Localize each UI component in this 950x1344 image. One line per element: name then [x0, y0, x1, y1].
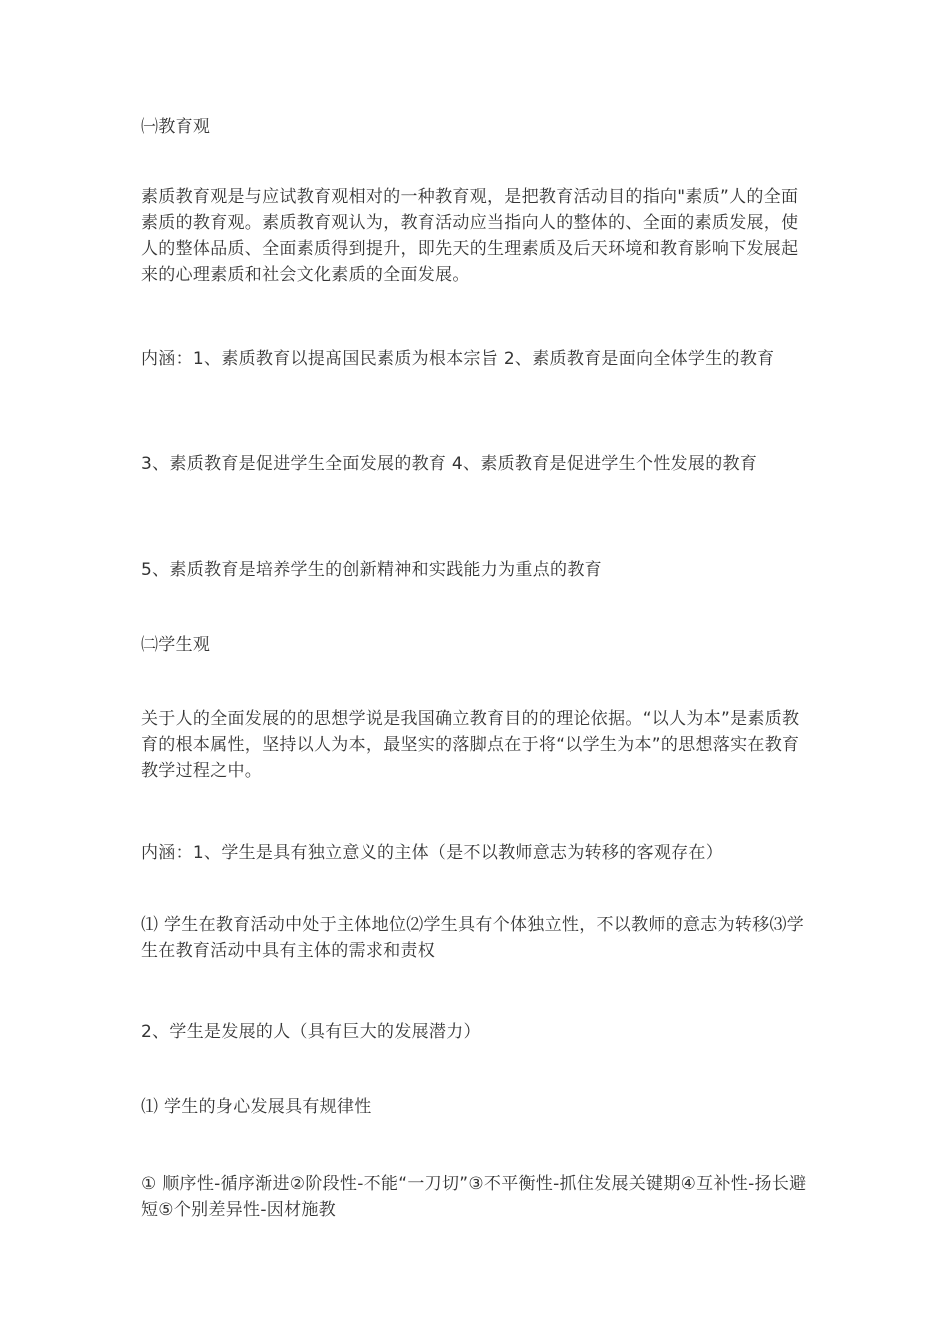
- paragraph-connotation-5: 5、素质教育是培养学生的创新精神和实践能力为重点的教育: [141, 560, 602, 580]
- paragraph-development-characteristics: ① 顺序性-循序渐进②阶段性-不能“一刀切”③不平衡性-抓住发展关键期④互补性-扬长避短⑤个别差异性-因材施教: [141, 1174, 807, 1220]
- section-heading-student-view: ㈡学生观: [141, 635, 211, 655]
- section-heading-education-view: ㈠教育观: [141, 117, 211, 137]
- paragraph-student-subject-points: ⑴ 学生在教育活动中处于主体地位⑵学生具有个体独立性，不以教师的意志为转移⑶学生在教育活动中具有主体的需求和责权: [141, 915, 805, 961]
- paragraph-student-connotation-1: 内涵：1、学生是具有独立意义的主体（是不以教师意志为转移的客观存在）: [141, 843, 724, 863]
- paragraph-development-regularity: ⑴ 学生的身心发展具有规律性: [141, 1097, 372, 1117]
- paragraph-quality-education-view: 素质教育观是与应试教育观相对的一种教育观，是把教育活动目的指向"素质”人的全面素质的教育观。素质教育观认为，教育活动应当指向人的整体的、全面的素质发展，使人的整体品质、全面素质得到提升，即先天的生理素质及后天环境和教育影响下发展起来的心理素质和社会文化素质的全面发展。: [141, 187, 799, 285]
- paragraph-comprehensive-development: 关于人的全面发展的的思想学说是我国确立教育目的的理论依据。“以人为本”是素质教育的根本属性，坚持以人为本，最坚实的落脚点在于将“以学生为本”的思想落实在教育教学过程之中。: [141, 709, 800, 781]
- paragraph-student-development: 2、学生是发展的人（具有巨大的发展潜力）: [141, 1022, 481, 1042]
- paragraph-connotation-3-4: 3、素质教育是促进学生全面发展的教育 4、素质教育是促进学生个性发展的教育: [141, 454, 758, 474]
- paragraph-connotation-1-2: 内涵：1、素质教育以提髙国民素质为根本宗旨 2、素质教育是面向全体学生的教育: [141, 349, 775, 369]
